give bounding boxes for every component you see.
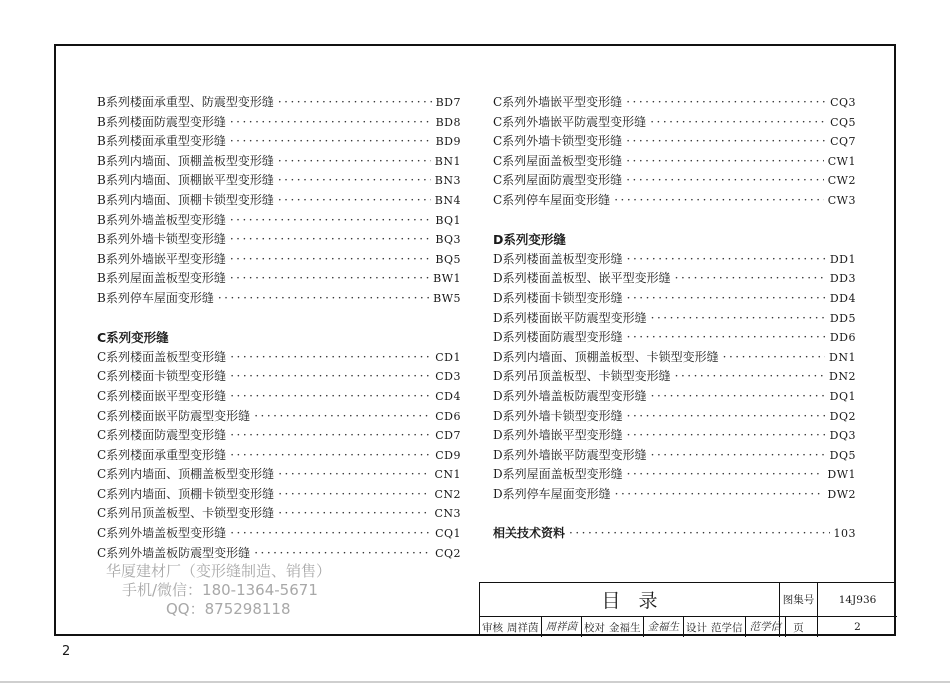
toc-entry bbox=[493, 191, 856, 211]
toc-entry-title: B系列内墙面、顶棚卡锁型变形缝 bbox=[97, 192, 274, 207]
toc-entry-code: BQ1 bbox=[435, 213, 461, 227]
toc-entry-title: D系列屋面盖板型变形缝 bbox=[493, 467, 623, 482]
toc-entry bbox=[493, 426, 856, 446]
toc-entry-title: C系列外墙盖板防震型变形缝 bbox=[97, 545, 251, 560]
toc-entry-title: D系列外墙盖板防震型变形缝 bbox=[493, 388, 647, 403]
toc-entry-code: 103 bbox=[833, 527, 856, 541]
dot-leader bbox=[626, 93, 826, 113]
toc-entry-code: BQ3 bbox=[435, 233, 461, 247]
toc-entry-code: CQ3 bbox=[830, 96, 856, 109]
toc-entry-code: BQ5 bbox=[435, 252, 461, 266]
toc-entry-code: BN1 bbox=[434, 154, 461, 168]
title-block-title: 目录 bbox=[480, 583, 780, 617]
toc-entry-title: C系列楼面卡锁型变形缝 bbox=[97, 369, 227, 384]
toc-entry bbox=[97, 113, 461, 133]
toc-entry bbox=[97, 485, 461, 505]
toc-entry bbox=[493, 152, 856, 172]
title-block bbox=[479, 582, 896, 636]
dot-leader bbox=[626, 132, 826, 152]
toc-entry-code: CD7 bbox=[435, 429, 461, 443]
toc-entry-code: DN2 bbox=[829, 370, 856, 384]
toc-entry-title: C系列吊顶盖板型、卡锁型变形缝 bbox=[97, 506, 275, 521]
toc-entry-code: CQ2 bbox=[435, 546, 461, 560]
toc-entry bbox=[493, 367, 856, 387]
toc-entry-code: DQ2 bbox=[829, 409, 856, 423]
toc-entry bbox=[493, 485, 856, 505]
toc-entry-title: B系列外墙卡锁型变形缝 bbox=[97, 232, 226, 247]
toc-entry-title: D系列吊顶盖板型、卡锁型变形缝 bbox=[493, 369, 671, 384]
design-signature: 范学信 bbox=[745, 617, 787, 637]
toc-entry-title: C系列楼面嵌平防震型变形缝 bbox=[97, 408, 251, 423]
toc-entry-title: D系列停车屋面变形缝 bbox=[493, 486, 611, 501]
watermark-line-1: 华厦建材厂（变形缝制造、销售） bbox=[106, 562, 332, 580]
toc-entry-code: CD4 bbox=[435, 389, 461, 403]
toc-entry bbox=[493, 407, 856, 427]
dot-leader bbox=[651, 309, 826, 329]
toc-entry-title: D系列外墙卡锁型变形缝 bbox=[493, 408, 623, 423]
toc-entry-title: D系列楼面卡锁型变形缝 bbox=[493, 290, 623, 305]
toc-entry-title: C系列停车屋面变形缝 bbox=[493, 192, 611, 207]
check-label: 校对 bbox=[584, 621, 605, 634]
toc-right-column bbox=[493, 93, 856, 544]
toc-entry-code: DN1 bbox=[829, 350, 856, 364]
atlas-number-label: 图集号 bbox=[780, 583, 818, 617]
dot-leader bbox=[278, 485, 430, 505]
toc-entry bbox=[97, 191, 461, 211]
spacer bbox=[97, 309, 461, 329]
toc-entry bbox=[97, 211, 461, 231]
dot-leader bbox=[218, 289, 429, 309]
toc-entry-code: CD1 bbox=[435, 350, 461, 364]
review-name: 周祥茵 bbox=[507, 621, 539, 634]
toc-entry-code: DD4 bbox=[829, 291, 856, 305]
toc-entry-title: C系列楼面防震型变形缝 bbox=[97, 428, 227, 443]
toc-entry-related bbox=[493, 524, 856, 544]
toc-entry-title: C系列外墙卡锁型变形缝 bbox=[493, 134, 623, 149]
toc-entry-code: CW2 bbox=[827, 174, 856, 188]
toc-entry-code: CD3 bbox=[435, 370, 461, 384]
toc-entry-code: BW5 bbox=[433, 291, 461, 305]
dot-leader bbox=[627, 426, 826, 446]
dot-leader bbox=[627, 465, 824, 485]
toc-entry-title: D系列外墙嵌平防震型变形缝 bbox=[493, 447, 647, 462]
toc-entry-title: D系列楼面嵌平防震型变形缝 bbox=[493, 310, 647, 325]
dot-leader bbox=[675, 269, 826, 289]
toc-entry-title: D系列楼面防震型变形缝 bbox=[493, 330, 623, 345]
toc-entry bbox=[97, 407, 461, 427]
toc-entry-code: BD7 bbox=[435, 96, 461, 109]
review-label: 审核 bbox=[482, 621, 503, 634]
toc-entry bbox=[97, 426, 461, 446]
toc-entry-code: CD9 bbox=[435, 448, 461, 462]
watermark bbox=[96, 562, 386, 619]
toc-entry bbox=[493, 132, 856, 152]
toc-entry bbox=[97, 289, 461, 309]
toc-entry bbox=[97, 465, 461, 485]
dot-leader bbox=[675, 367, 825, 387]
toc-entry bbox=[97, 93, 461, 113]
toc-entry bbox=[493, 446, 856, 466]
toc-entry bbox=[97, 524, 461, 544]
toc-entry bbox=[97, 504, 461, 524]
toc-entry bbox=[493, 465, 856, 485]
toc-entry-code: DW1 bbox=[827, 468, 856, 482]
toc-entry bbox=[493, 171, 856, 191]
toc-entry bbox=[493, 269, 856, 289]
dot-leader bbox=[230, 426, 431, 446]
toc-entry-code: BW1 bbox=[433, 272, 461, 286]
watermark-line-3: QQ：875298118 bbox=[166, 600, 291, 618]
toc-entry-title: D系列内墙面、顶棚盖板型、卡锁型变形缝 bbox=[493, 349, 719, 364]
toc-entry-title: C系列外墙盖板型变形缝 bbox=[97, 526, 227, 541]
toc-entry-title: B系列屋面盖板型变形缝 bbox=[97, 271, 226, 286]
toc-entry-title: D系列楼面盖板型、嵌平型变形缝 bbox=[493, 271, 671, 286]
check-name: 金福生 bbox=[609, 621, 641, 634]
toc-entry bbox=[493, 250, 856, 270]
toc-entry-code: DQ1 bbox=[829, 389, 856, 403]
dot-leader bbox=[230, 348, 431, 368]
toc-entry bbox=[97, 348, 461, 368]
spacer bbox=[493, 211, 856, 231]
toc-entry bbox=[97, 544, 461, 564]
toc-entry bbox=[97, 250, 461, 270]
dot-leader bbox=[230, 230, 432, 250]
toc-entry bbox=[97, 132, 461, 152]
toc-entry bbox=[493, 309, 856, 329]
dot-leader bbox=[254, 544, 431, 564]
toc-entry-title: C系列楼面承重型变形缝 bbox=[97, 447, 227, 462]
toc-entry bbox=[493, 113, 856, 133]
dot-leader bbox=[651, 446, 826, 466]
toc-entry-title: B系列内墙面、顶棚嵌平型变形缝 bbox=[97, 173, 274, 188]
toc-entry-code: CD6 bbox=[435, 409, 461, 423]
toc-entry-title: D系列外墙嵌平型变形缝 bbox=[493, 428, 623, 443]
dot-leader bbox=[651, 387, 826, 407]
toc-entry-title: D系列楼面盖板型变形缝 bbox=[493, 251, 623, 266]
dot-leader bbox=[278, 465, 430, 485]
atlas-number: 14J936 bbox=[818, 583, 897, 617]
review-signature: 周祥茵 bbox=[541, 617, 583, 637]
dot-leader bbox=[614, 191, 824, 211]
bottom-rule bbox=[0, 681, 950, 683]
dot-leader bbox=[230, 446, 431, 466]
page-value: 2 bbox=[854, 621, 861, 633]
spacer bbox=[493, 504, 856, 524]
toc-entry-title: B系列内墙面、顶棚盖板型变形缝 bbox=[97, 153, 274, 168]
dot-leader bbox=[278, 152, 431, 172]
toc-entry-title: B系列楼面防震型变形缝 bbox=[97, 114, 226, 129]
dot-leader bbox=[569, 524, 829, 544]
dot-leader bbox=[230, 524, 431, 544]
toc-entry-code: CQ7 bbox=[830, 135, 856, 149]
toc-entry-code: CW1 bbox=[827, 154, 856, 168]
dot-leader bbox=[230, 211, 432, 231]
dot-leader bbox=[627, 407, 826, 427]
toc-entry bbox=[493, 328, 856, 348]
toc-entry bbox=[493, 289, 856, 309]
toc-entry-code: DQ5 bbox=[829, 448, 856, 462]
toc-entry bbox=[97, 367, 461, 387]
watermark-line-2: 手机/微信：180-1364-5671 bbox=[122, 581, 318, 599]
toc-entry-code: DD5 bbox=[829, 311, 856, 325]
section-heading: C系列变形缝 bbox=[97, 330, 169, 346]
dot-leader bbox=[254, 407, 431, 427]
page-label: 页 bbox=[780, 617, 818, 637]
dot-leader bbox=[650, 113, 826, 133]
signature-row bbox=[480, 617, 780, 637]
dot-leader bbox=[615, 485, 824, 505]
toc-entry-code: DD3 bbox=[829, 272, 856, 286]
toc-entry-title: B系列外墙盖板型变形缝 bbox=[97, 212, 226, 227]
dot-leader bbox=[230, 367, 431, 387]
toc-entry-title: C系列外墙嵌平型变形缝 bbox=[493, 95, 623, 109]
toc-entry bbox=[97, 446, 461, 466]
check-signature: 金福生 bbox=[643, 617, 685, 637]
toc-entry bbox=[493, 348, 856, 368]
dot-leader bbox=[278, 191, 431, 211]
design-label: 设计 bbox=[686, 621, 707, 634]
dot-leader bbox=[627, 289, 826, 309]
dot-leader bbox=[230, 250, 432, 270]
toc-entry bbox=[493, 93, 856, 113]
toc-entry-code: CN2 bbox=[434, 487, 461, 501]
toc-entry-code: CQ1 bbox=[435, 527, 461, 541]
toc-entry-title: C系列内墙面、顶棚卡锁型变形缝 bbox=[97, 486, 275, 501]
toc-entry bbox=[97, 387, 461, 407]
toc-entry-code: DQ3 bbox=[829, 429, 856, 443]
toc-entry-title: C系列外墙嵌平防震型变形缝 bbox=[493, 114, 647, 129]
dot-leader bbox=[626, 152, 824, 172]
toc-entry bbox=[97, 269, 461, 289]
toc-entry-code: CQ5 bbox=[830, 115, 856, 129]
toc-entry-code: CN3 bbox=[434, 507, 461, 521]
toc-entry-title: C系列屋面防震型变形缝 bbox=[493, 173, 623, 188]
toc-entry-title: C系列内墙面、顶棚盖板型变形缝 bbox=[97, 467, 275, 482]
toc-entry-title: B系列楼面承重型、防震型变形缝 bbox=[97, 95, 274, 109]
toc-entry-title: C系列楼面盖板型变形缝 bbox=[97, 349, 227, 364]
design-name: 范学信 bbox=[711, 621, 743, 634]
toc-entry-code: DD1 bbox=[829, 252, 856, 266]
toc-entry-code: CN1 bbox=[434, 468, 461, 482]
toc-entry-code: BN4 bbox=[434, 193, 461, 207]
toc-entry-title: 相关技术资料 bbox=[493, 526, 566, 541]
toc-entry-title: B系列停车屋面变形缝 bbox=[97, 290, 214, 305]
dot-leader bbox=[230, 132, 432, 152]
dot-leader bbox=[278, 93, 432, 113]
toc-entry bbox=[97, 152, 461, 172]
page-number: 2 bbox=[62, 644, 71, 659]
toc-entry-code: DW2 bbox=[827, 487, 856, 501]
toc-entry-code: BN3 bbox=[434, 174, 461, 188]
toc-entry-code: DD6 bbox=[829, 331, 856, 345]
dot-leader bbox=[230, 113, 432, 133]
toc-entry-code: BD9 bbox=[435, 135, 461, 149]
toc-left-column bbox=[97, 93, 461, 563]
toc-entry-title: B系列外墙嵌平型变形缝 bbox=[97, 251, 226, 266]
dot-leader bbox=[723, 348, 825, 368]
toc-entry-code: BD8 bbox=[435, 115, 461, 129]
toc-entry-title: C系列楼面嵌平型变形缝 bbox=[97, 388, 227, 403]
dot-leader bbox=[278, 171, 431, 191]
toc-entry-title: C系列屋面盖板型变形缝 bbox=[493, 153, 623, 168]
dot-leader bbox=[627, 250, 826, 270]
toc-entry-title: B系列楼面承重型变形缝 bbox=[97, 134, 226, 149]
toc-entry bbox=[97, 171, 461, 191]
dot-leader bbox=[627, 328, 826, 348]
toc-entry bbox=[97, 230, 461, 250]
toc-entry-code: CW3 bbox=[827, 193, 856, 207]
dot-leader bbox=[230, 269, 429, 289]
section-heading: D系列变形缝 bbox=[493, 232, 566, 248]
dot-leader bbox=[626, 171, 824, 191]
toc-entry bbox=[493, 387, 856, 407]
dot-leader bbox=[278, 504, 430, 524]
dot-leader bbox=[230, 387, 431, 407]
